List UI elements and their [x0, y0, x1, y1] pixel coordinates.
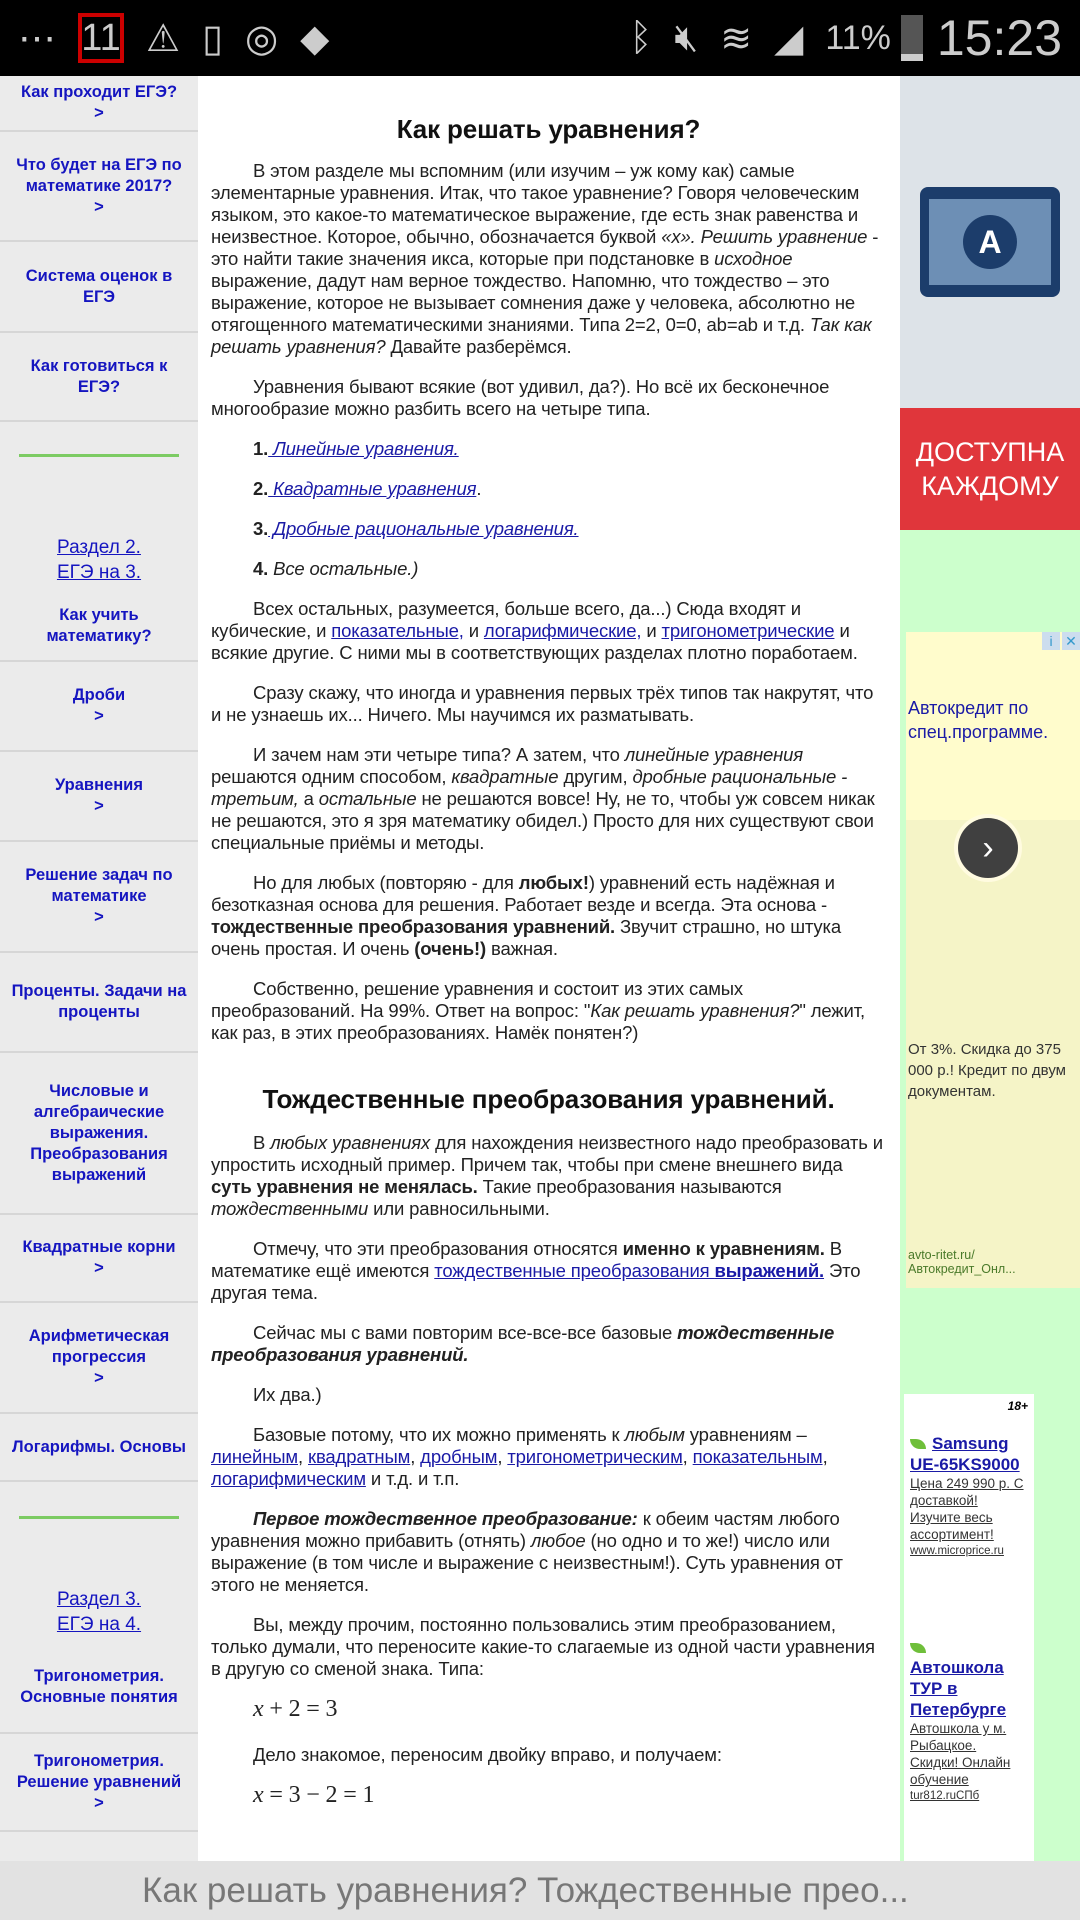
link-expression-transformations[interactable] — [434, 1260, 824, 1281]
text: Все остальные.) — [268, 558, 419, 579]
sidebar-item[interactable] — [0, 842, 198, 953]
paragraph: Уравнения бывают всякие (вот удивил, да?). Но всё их бесконечное многообразие можно разбить всего на четыре типа. — [211, 376, 830, 419]
sidebar-item-label: Что будет на ЕГЭ по математике 2017? — [16, 155, 182, 195]
ad-url[interactable]: avto-ritet.ru/Автокредит_Онл... — [908, 1248, 1016, 1276]
ad-title[interactable]: Автокредит по спец.программе. — [908, 698, 1049, 742]
ad-banner-image[interactable] — [900, 76, 1080, 408]
sidebar-item-label: Тригонометрия. Основные понятия — [20, 1667, 178, 1706]
sidebar-item-label: Квадратные корни — [22, 1238, 176, 1256]
sidebar-item[interactable] — [0, 76, 198, 132]
sidebar-item-label: Решение задач по математике — [25, 866, 173, 905]
chevron-right-icon: > — [94, 104, 104, 122]
text: ДОСТУПНА — [915, 437, 1065, 467]
sidebar-item-label: Система оценок в ЕГЭ — [25, 266, 173, 306]
sidebar-item[interactable] — [0, 1303, 198, 1414]
battery-icon: ▯ — [202, 17, 223, 60]
ad-url[interactable]: www.microprice.ru — [910, 1545, 1004, 1557]
text: и т.д. и т.п. — [365, 1468, 460, 1489]
status-bar — [0, 0, 1080, 76]
equation — [211, 1698, 886, 1720]
notification-count-icon: 11 — [78, 13, 124, 63]
text: Это другая тема. — [211, 1260, 861, 1303]
paragraph: Сразу скажу, что иногда и уравнения первых трёх типов так накрутят, что и не узнаешь их... Ничего. Мы научимся их разматывать. — [211, 682, 874, 725]
text: любым — [624, 1424, 685, 1445]
ad-column — [900, 76, 1080, 1861]
signal-icon: ◢ — [774, 17, 804, 60]
text: именно к уравнениям. — [622, 1238, 825, 1259]
link-trigonometric[interactable]: тригонометрическим — [507, 1446, 683, 1467]
sidebar-item[interactable] — [0, 953, 198, 1053]
num: 3. — [253, 518, 269, 539]
sidebar-item[interactable] — [0, 132, 198, 242]
text: Звучит страшно, но штука очень простая. И очень — [211, 916, 842, 959]
ad-description[interactable]: Автошкола у м. Рыбацкое. Скидки! Онлайн обучение — [910, 1721, 1011, 1787]
page-title-bar[interactable]: Как решать уравнения? Тождественные прео... — [0, 1861, 1080, 1920]
section-label: Раздел 2. — [57, 537, 141, 558]
wifi-icon: ≋ — [720, 17, 753, 60]
paragraph — [211, 872, 886, 960]
sidebar-item[interactable] — [0, 1053, 198, 1215]
section-label: ЕГЭ на 4. — [56, 1614, 142, 1635]
text: выражение, дадут нам верное тождество. Напомню, что тождество – это выражение, которое не вызывает сомнения даже у человека, абсолютно не отягощенного математическими знаниями. Типа 2=2, 0=0, ab=ab и т.д. — [211, 270, 856, 335]
red-ad-banner[interactable] — [900, 408, 1080, 530]
paragraph: Базовые потому, что их можно применять к любым уравнениям – линейным, квадратным, дробным, тригонометрическим, показательным, логарифмическим и т.д. и т.п. — [211, 1424, 828, 1489]
text: решаются одним способом, — [211, 766, 452, 787]
text: Базовые потому, что их можно применять к — [253, 1424, 625, 1445]
sidebar-nav — [0, 76, 198, 1861]
sidebar-item[interactable] — [0, 1734, 198, 1832]
yellow-ad[interactable] — [906, 632, 1080, 1288]
sidebar-item[interactable] — [0, 662, 198, 752]
text: для нахождения неизвестного надо преобразовать и упростить исходный пример. Причем так, чтобы при смене внешнего вида — [211, 1132, 883, 1175]
text: любых! — [518, 872, 589, 893]
type-item: 2. Квадратные уравнения. — [253, 478, 482, 499]
link-quadratic-equations[interactable]: Квадратные уравнения — [268, 478, 477, 499]
leaf-icon — [910, 1439, 926, 1449]
clock: 15:23 — [936, 10, 1062, 66]
num: 2. — [253, 478, 269, 499]
type-item — [211, 558, 886, 580]
paragraph — [211, 1132, 886, 1220]
paragraph — [211, 598, 886, 664]
text: остальные — [318, 788, 417, 809]
paragraph — [211, 1508, 886, 1596]
text: В этом разделе мы вспомним (или изучим – уж кому как) самые элементарные уравнения. Итак, что такое уравнение? Говоря человеческим языком, это какое-то математическое выражение, где есть знак равенства и неизвестное. Которое, обычно, обозначается буквой — [211, 160, 860, 247]
text: важная. — [486, 938, 558, 959]
close-icon[interactable]: ✕ — [1062, 632, 1080, 650]
sidebar-item-label: Как проходит ЕГЭ? — [20, 83, 178, 101]
text: и всякие другие. С ними мы в соответствующих разделах плотно поработаем. — [211, 620, 858, 663]
chevron-right-icon: > — [94, 1369, 104, 1387]
text: В математике ещё имеются — [211, 1238, 842, 1281]
text: Давайте разберёмся. — [385, 336, 572, 357]
text: не решаются вовсе! Ну, не то, чтобы уж совсем никак не решаются, это я зря математику обидел.) Просто для них существуют свои специальные приёмы и методы. — [211, 788, 875, 853]
sidebar-item[interactable] — [0, 242, 198, 333]
variable: x — [253, 1696, 264, 1722]
text: дробные рациональные - третьим, — [211, 766, 848, 809]
ad-item[interactable] — [910, 1433, 1028, 1560]
text: Первое тождественное преобразование: — [253, 1508, 638, 1529]
sidebar-item-label: Тригонометрия. Решение уравнений — [16, 1751, 182, 1791]
text: тождественными — [211, 1198, 369, 1219]
battery-percent: 11% — [825, 18, 891, 57]
equation — [211, 1784, 886, 1806]
link-logarithmic[interactable]: логарифмические, — [483, 620, 642, 641]
paragraph: Дело знакомое, переносим двойку вправо, и получаем: — [253, 1744, 722, 1765]
sidebar-item[interactable] — [0, 592, 198, 662]
monitor-icon — [920, 187, 1060, 297]
text: исходное — [714, 248, 793, 269]
article — [198, 76, 900, 1861]
mute-icon: 🔇︎ — [674, 16, 699, 59]
info-icon[interactable]: i — [1042, 632, 1060, 650]
text-ads — [904, 1394, 1034, 1861]
sidebar-item-label: Дроби — [72, 686, 126, 704]
sidebar-item-label: Арифметическая прогрессия — [28, 1327, 170, 1366]
paragraph — [211, 978, 886, 1044]
section-3-link[interactable] — [0, 1552, 198, 1642]
age-badge: 18+ — [1007, 1399, 1028, 1413]
sidebar-item[interactable] — [0, 1215, 198, 1303]
leaf-icon — [910, 1643, 926, 1653]
text: Но для любых (повторяю - для — [253, 872, 519, 893]
instagram-icon: ◎ — [245, 17, 279, 60]
text: уравнениям – — [684, 1424, 807, 1445]
paragraph: Вы, между прочим, постоянно пользовались этим преобразованием, только думали, что переносите какие-то слагаемые из одной части уравнения в другую со сменой знака. Типа: — [211, 1614, 875, 1679]
text: любых уравнениях — [270, 1132, 431, 1153]
section-heading: Тождественные преобразования уравнений. — [262, 1084, 835, 1114]
num: 4. — [253, 558, 269, 579]
text: ) уравнений есть надёжная и безотказная основа для решения. Работает везде и всегда. Эта основа - — [211, 872, 835, 915]
text: Отмечу, что эти преобразования относятся — [253, 1238, 623, 1259]
text: тождественные преобразования уравнений. — [211, 916, 616, 937]
variable: x — [253, 1782, 264, 1808]
sidebar-item[interactable] — [0, 752, 198, 842]
text: = 3 − 2 = 1 — [263, 1782, 375, 1808]
next-arrow-button[interactable]: › — [958, 818, 1018, 878]
text: Как решать уравнения? — [590, 1000, 800, 1021]
chevron-right-icon: > — [94, 908, 104, 926]
text: суть уравнения не менялась. — [211, 1176, 478, 1197]
chevron-right-icon: > — [94, 1259, 104, 1277]
ad-description[interactable]: Цена 249 990 р. С доставкой! Изучите весь ассортимент! — [910, 1476, 1024, 1542]
more-dots-icon: ⋯ — [18, 17, 56, 60]
sidebar-item-label: Как учить математику? — [46, 606, 152, 645]
link-linear-equations[interactable]: Линейные уравнения. — [268, 438, 459, 459]
num: 1. — [253, 438, 269, 459]
sidebar-item-label: Числовые и алгебраические выражения. Преобразования выражений — [30, 1081, 168, 1184]
paragraph — [211, 744, 886, 854]
paragraph — [211, 1322, 886, 1366]
text: КАЖДОМУ — [921, 471, 1059, 501]
section-2-link[interactable] — [0, 488, 198, 592]
text: любое — [530, 1530, 586, 1551]
link-quadratic[interactable]: квадратным — [308, 1446, 411, 1467]
divider — [0, 1482, 198, 1552]
text: (но одно и то же!) число или выражение (в том числе и выражение с неизвестным!). Суть уравнения от этого не меняется. — [211, 1530, 843, 1595]
link-fractional[interactable]: дробным — [420, 1446, 498, 1467]
chevron-right-icon: > — [94, 707, 104, 725]
paragraph — [211, 1238, 886, 1304]
chevron-right-icon: > — [94, 1793, 104, 1812]
ad-title[interactable]: Samsung UE-65KS9000 — [910, 1434, 1020, 1474]
text: (очень!) — [414, 938, 486, 959]
chevron-right-icon: > — [94, 797, 104, 815]
divider — [0, 422, 198, 488]
bluetooth-icon: ᛒ — [629, 16, 653, 59]
sidebar-item[interactable] — [0, 1414, 198, 1482]
paragraph: Их два.) — [253, 1384, 322, 1405]
text: и — [463, 620, 484, 641]
text: или равносильными. — [368, 1198, 550, 1219]
text: - это найти такие значения икса, которые при подстановке в — [211, 226, 879, 269]
text: И зачем нам эти четыре типа? А затем, что — [253, 744, 625, 765]
text: а — [298, 788, 319, 809]
text: тождественные преобразования — [434, 1260, 715, 1281]
link-exponential[interactable]: показательным — [692, 1446, 823, 1467]
text: и — [641, 620, 662, 641]
link-logarithmic[interactable]: логарифмическим — [211, 1468, 366, 1489]
sidebar-item-label: Уравнения — [55, 776, 143, 794]
text: выражений. — [714, 1260, 825, 1281]
text: квадратные — [451, 766, 559, 787]
link-rational-equations[interactable]: Дробные рациональные уравнения. — [268, 518, 579, 539]
page-title: Как решать уравнения? — [396, 114, 701, 144]
ad-description: От 3%. Скидка до 375 000 р.! Кредит по двум документам. — [908, 1041, 1066, 1100]
section-label: ЕГЭ на 3. — [56, 562, 142, 583]
link-trigonometric[interactable]: тригонометрические — [661, 620, 835, 641]
text: Собственно, решение уравнения и состоит из этих самых преобразований. На 99%. Ответ на вопрос: " — [211, 978, 744, 1021]
sidebar-item[interactable] — [0, 333, 198, 422]
ad-title[interactable]: Автошкола ТУР в Петербурге — [910, 1658, 1007, 1719]
text: Такие преобразования называются — [477, 1176, 782, 1197]
link-linear[interactable]: линейным — [211, 1446, 299, 1467]
text: В — [253, 1132, 271, 1153]
text: «х». Решить уравнение — [661, 226, 868, 247]
type-item — [211, 518, 886, 540]
ad-item[interactable] — [910, 1640, 1028, 1805]
warning-icon: ⚠ — [146, 17, 181, 60]
chevron-right-icon: > — [94, 197, 104, 216]
text: другим, — [558, 766, 633, 787]
battery-level-icon — [901, 15, 923, 61]
logo: A — [963, 215, 1017, 269]
text: линейные уравнения — [624, 744, 804, 765]
text: Так как решать уравнения? — [211, 314, 872, 357]
sidebar-item[interactable] — [0, 1642, 198, 1734]
text: + 2 = 3 — [263, 1696, 338, 1722]
sidebar-item-label: Проценты. Задачи на проценты — [11, 982, 187, 1021]
text: к обеим частям любого уравнения можно прибавить (отнять) — [211, 1508, 840, 1551]
text: тождественные преобразования уравнений. — [211, 1322, 835, 1365]
sidebar-item-label: Как готовиться к ЕГЭ? — [30, 356, 168, 396]
paragraph — [211, 160, 886, 358]
sidebar-item-label: Логарифмы. Основы — [12, 1437, 186, 1456]
text: Сейчас мы с вами повторим все-все-все базовые — [253, 1322, 678, 1343]
graduation-cap-icon: ◆ — [300, 17, 330, 60]
type-item — [211, 438, 886, 460]
text: " лежит, как раз, в этих преобразованиях. Намёк понятен?) — [211, 1000, 865, 1043]
text: Всех остальных, разумеется, больше всего, да...) Сюда входят и кубические, и — [211, 598, 801, 641]
section-label: Раздел 3. — [57, 1589, 141, 1610]
link-exponential[interactable]: показательные, — [331, 620, 464, 641]
ad-url[interactable]: tur812.ruСПб — [910, 1790, 980, 1802]
